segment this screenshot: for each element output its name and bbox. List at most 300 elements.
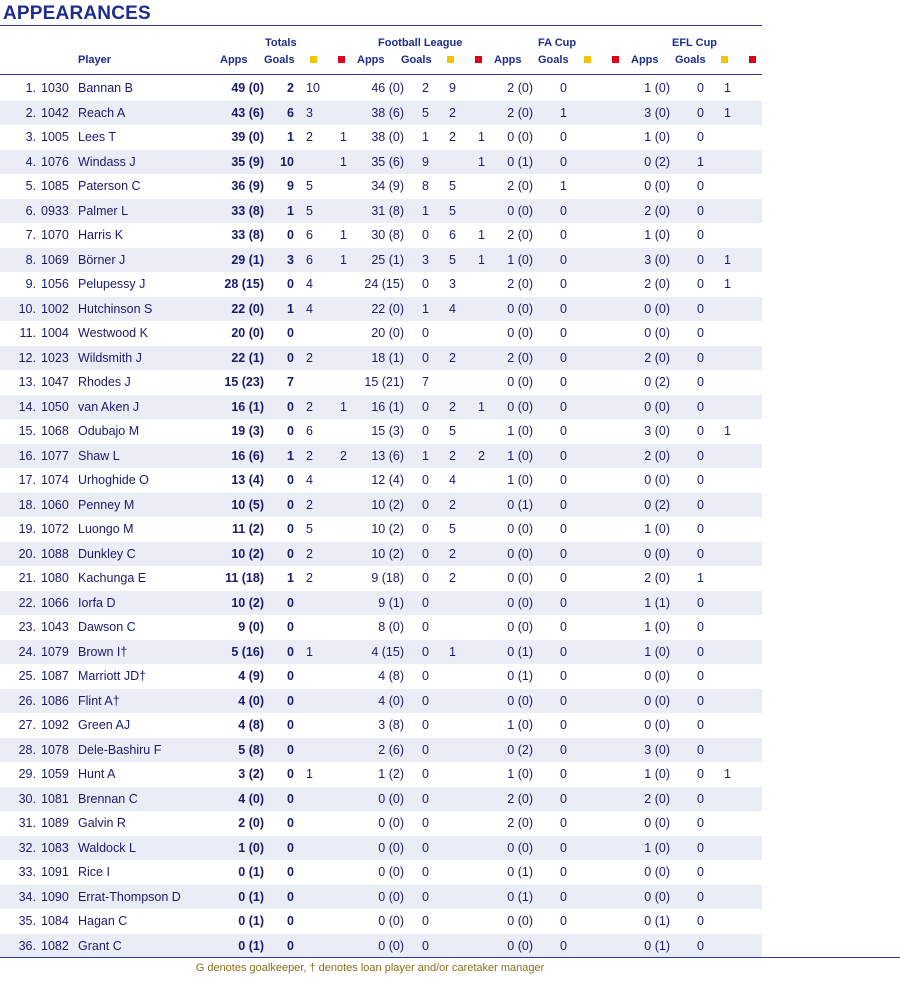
league-goals: 0 [422, 424, 429, 438]
total-goals: 6 [287, 105, 294, 120]
squad-number: 1056 [41, 277, 69, 291]
rank: 28. [18, 742, 36, 757]
player-name: Palmer L [78, 203, 129, 218]
league-apps: 30 (8) [371, 228, 404, 242]
league-apps: 10 (2) [371, 522, 404, 536]
appearances-table [0, 76, 762, 958]
league-apps: 15 (3) [371, 424, 404, 438]
league-goals: 0 [422, 742, 429, 757]
facup-apps: 0 (0) [507, 203, 533, 218]
squad-number: 1004 [41, 326, 69, 340]
total-yellow: 1 [306, 767, 313, 781]
table-row [0, 517, 762, 542]
eflcup-goals: 0 [697, 375, 704, 389]
total-apps: 10 (2) [231, 546, 264, 561]
header-eflcup-apps: Apps [631, 54, 659, 66]
facup-goals: 0 [560, 81, 567, 95]
facup-goals: 0 [560, 669, 567, 683]
total-goals: 0 [287, 277, 294, 291]
table-row [0, 150, 762, 175]
total-goals: 0 [287, 742, 294, 757]
eflcup-goals: 0 [697, 301, 704, 316]
player-name: Hagan C [78, 914, 128, 928]
eflcup-goals: 0 [697, 669, 704, 683]
league-yellow: 2 [449, 105, 456, 120]
league-apps: 0 (0) [378, 791, 404, 806]
eflcup-apps: 1 (0) [644, 130, 670, 144]
total-goals: 0 [287, 473, 294, 487]
facup-goals: 0 [560, 742, 567, 757]
table-row [0, 542, 762, 567]
eflcup-goals: 0 [697, 718, 704, 732]
league-goals: 0 [422, 497, 429, 512]
total-yellow: 10 [306, 81, 320, 95]
eflcup-yellow: 1 [724, 424, 731, 438]
player-name: Hunt A [78, 767, 116, 781]
total-apps: 33 (8) [231, 228, 264, 242]
facup-apps: 2 (0) [507, 105, 533, 120]
league-apps: 3 (8) [378, 718, 404, 732]
league-red: 1 [478, 154, 485, 169]
header-league-goals: Goals [401, 54, 432, 66]
total-goals: 0 [287, 497, 294, 512]
total-goals: 0 [287, 693, 294, 708]
league-apps: 0 (0) [378, 865, 404, 879]
total-goals: 0 [287, 326, 294, 340]
rank: 6. [25, 203, 36, 218]
table-row [0, 787, 762, 812]
squad-number: 1030 [41, 81, 69, 95]
total-apps: 22 (1) [231, 350, 264, 365]
facup-goals: 1 [560, 179, 567, 193]
facup-apps: 0 (0) [507, 375, 533, 389]
league-goals: 0 [422, 914, 429, 928]
league-goals: 0 [422, 571, 429, 585]
squad-number: 1072 [41, 522, 69, 536]
league-goals: 0 [422, 767, 429, 781]
header-fa-cup: FA Cup [538, 37, 577, 49]
league-goals: 0 [422, 938, 429, 953]
rank: 15. [18, 424, 36, 438]
total-apps: 4 (0) [238, 693, 264, 708]
eflcup-apps: 0 (2) [644, 154, 670, 169]
title-divider [0, 25, 762, 26]
header-efl-cup: EFL Cup [672, 37, 718, 49]
eflcup-goals: 0 [697, 865, 704, 879]
league-yellow: 2 [449, 497, 456, 512]
league-apps: 34 (9) [371, 179, 404, 193]
facup-goals: 0 [560, 399, 567, 414]
squad-number: 1077 [41, 448, 69, 463]
total-red: 1 [340, 130, 347, 144]
facup-apps: 2 (0) [507, 277, 533, 291]
league-yellow: 5 [449, 252, 456, 267]
player-name: Windass J [78, 154, 136, 169]
rank: 1. [25, 81, 36, 95]
league-apps: 38 (6) [371, 105, 404, 120]
total-goals: 0 [287, 399, 294, 414]
league-yellow: 2 [449, 571, 456, 585]
header-player: Player [78, 54, 112, 66]
total-yellow: 4 [306, 277, 313, 291]
total-apps: 9 (0) [238, 620, 264, 634]
total-yellow: 5 [306, 203, 313, 218]
eflcup-goals: 0 [697, 399, 704, 414]
player-name: Pelupessy J [78, 277, 146, 291]
eflcup-goals: 0 [697, 791, 704, 806]
league-goals: 0 [422, 816, 429, 830]
facup-apps: 0 (1) [507, 669, 533, 683]
total-goals: 1 [287, 130, 294, 144]
squad-number: 1074 [41, 473, 69, 487]
league-goals: 0 [422, 718, 429, 732]
league-goals: 0 [422, 228, 429, 242]
facup-goals: 0 [560, 228, 567, 242]
total-yellow: 5 [306, 179, 313, 193]
league-yellow: 9 [449, 81, 456, 95]
league-yellow: 5 [449, 203, 456, 218]
facup-apps: 0 (0) [507, 571, 533, 585]
yellow-card-icon [310, 56, 317, 63]
total-yellow: 1 [306, 644, 313, 659]
squad-number: 1089 [41, 816, 69, 830]
total-yellow: 2 [306, 497, 313, 512]
player-name: Odubajo M [78, 424, 140, 438]
table-row [0, 689, 762, 714]
header-facup-goals: Goals [538, 54, 569, 66]
facup-apps: 0 (0) [507, 595, 533, 610]
eflcup-goals: 0 [697, 938, 704, 953]
header-divider [0, 74, 762, 75]
facup-goals: 1 [560, 105, 567, 120]
table-row [0, 223, 762, 248]
total-apps: 35 (9) [231, 154, 264, 169]
facup-goals: 0 [560, 571, 567, 585]
facup-apps: 0 (0) [507, 326, 533, 340]
facup-apps: 0 (0) [507, 130, 533, 144]
footer-divider [0, 957, 900, 958]
league-goals: 0 [422, 595, 429, 610]
total-yellow: 6 [306, 228, 313, 242]
facup-apps: 1 (0) [507, 424, 533, 438]
league-apps: 0 (0) [378, 816, 404, 830]
facup-apps: 0 (0) [507, 914, 533, 928]
squad-number: 1076 [41, 154, 69, 169]
league-goals: 2 [422, 81, 429, 95]
total-apps: 16 (6) [231, 448, 264, 463]
total-goals: 2 [287, 81, 294, 95]
league-goals: 3 [422, 252, 429, 267]
league-goals: 0 [422, 840, 429, 855]
facup-goals: 0 [560, 522, 567, 536]
eflcup-apps: 0 (0) [644, 889, 670, 904]
total-goals: 0 [287, 424, 294, 438]
player-name: Rhodes J [78, 375, 131, 389]
table-row [0, 370, 762, 395]
squad-number: 1088 [41, 546, 69, 561]
total-yellow: 4 [306, 301, 313, 316]
eflcup-apps: 0 (0) [644, 301, 670, 316]
league-goals: 1 [422, 203, 429, 218]
squad-number: 1086 [41, 693, 69, 708]
red-card-icon [612, 56, 619, 63]
facup-goals: 0 [560, 424, 567, 438]
league-goals: 1 [422, 301, 429, 316]
player-name: Westwood K [78, 326, 148, 340]
facup-goals: 0 [560, 277, 567, 291]
league-yellow: 5 [449, 179, 456, 193]
facup-apps: 2 (0) [507, 81, 533, 95]
facup-apps: 0 (1) [507, 644, 533, 659]
total-apps: 19 (3) [231, 424, 264, 438]
total-red: 2 [340, 448, 347, 463]
eflcup-apps: 1 (1) [644, 595, 670, 610]
eflcup-apps: 0 (0) [644, 816, 670, 830]
player-name: van Aken J [78, 399, 140, 414]
rank: 20. [18, 546, 36, 561]
squad-number: 1060 [41, 497, 69, 512]
league-goals: 7 [422, 375, 429, 389]
player-name: Rice I [78, 865, 110, 879]
eflcup-goals: 0 [697, 742, 704, 757]
total-apps: 5 (8) [238, 742, 264, 757]
facup-goals: 0 [560, 252, 567, 267]
league-goals: 8 [422, 179, 429, 193]
total-apps: 39 (0) [231, 130, 264, 144]
table-row [0, 664, 762, 689]
facup-apps: 0 (1) [507, 865, 533, 879]
table-row [0, 615, 762, 640]
total-apps: 0 (1) [238, 865, 264, 879]
header-totals-apps: Apps [220, 54, 248, 66]
eflcup-goals: 0 [697, 130, 704, 144]
total-goals: 0 [287, 644, 294, 659]
red-card-icon [475, 56, 482, 63]
eflcup-goals: 0 [697, 203, 704, 218]
rank: 12. [18, 350, 36, 365]
rank: 24. [18, 644, 36, 659]
league-yellow: 1 [449, 644, 456, 659]
total-goals: 0 [287, 767, 294, 781]
facup-apps: 2 (0) [507, 228, 533, 242]
eflcup-goals: 0 [697, 448, 704, 463]
facup-apps: 0 (0) [507, 522, 533, 536]
facup-goals: 0 [560, 840, 567, 855]
eflcup-apps: 0 (1) [644, 938, 670, 953]
player-name: Lees T [78, 130, 116, 144]
total-apps: 1 (0) [238, 840, 264, 855]
facup-apps: 1 (0) [507, 448, 533, 463]
eflcup-apps: 0 (0) [644, 669, 670, 683]
table-row [0, 248, 762, 273]
rank: 36. [18, 938, 36, 953]
header-facup-apps: Apps [494, 54, 522, 66]
eflcup-apps: 2 (0) [644, 791, 670, 806]
league-goals: 0 [422, 522, 429, 536]
squad-number: 1083 [41, 840, 69, 855]
eflcup-apps: 1 (0) [644, 620, 670, 634]
total-apps: 3 (2) [238, 767, 264, 781]
eflcup-goals: 0 [697, 350, 704, 365]
facup-apps: 1 (0) [507, 767, 533, 781]
league-goals: 0 [422, 889, 429, 904]
league-goals: 0 [422, 693, 429, 708]
squad-number: 1078 [41, 742, 69, 757]
eflcup-apps: 3 (0) [644, 105, 670, 120]
player-name: Grant C [78, 938, 122, 953]
squad-number: 0933 [41, 203, 69, 218]
facup-apps: 0 (0) [507, 693, 533, 708]
table-row [0, 836, 762, 861]
league-goals: 0 [422, 350, 429, 365]
rank: 25. [18, 669, 36, 683]
header-football-league: Football League [378, 37, 463, 49]
league-goals: 5 [422, 105, 429, 120]
rank: 4. [25, 154, 36, 169]
total-apps: 29 (1) [231, 252, 264, 267]
total-goals: 1 [287, 203, 294, 218]
total-goals: 0 [287, 718, 294, 732]
table-row [0, 738, 762, 763]
rank: 30. [18, 791, 36, 806]
league-goals: 0 [422, 546, 429, 561]
facup-goals: 0 [560, 546, 567, 561]
league-apps: 46 (0) [371, 81, 404, 95]
table-row [0, 591, 762, 616]
squad-number: 1091 [41, 865, 69, 879]
eflcup-goals: 0 [697, 644, 704, 659]
total-goals: 10 [280, 154, 294, 169]
total-apps: 22 (0) [231, 301, 264, 316]
player-name: Wildsmith J [78, 350, 142, 365]
facup-goals: 0 [560, 620, 567, 634]
facup-apps: 2 (0) [507, 816, 533, 830]
squad-number: 1084 [41, 914, 69, 928]
facup-apps: 2 (0) [507, 179, 533, 193]
total-red: 1 [340, 228, 347, 242]
total-apps: 4 (9) [238, 669, 264, 683]
league-yellow: 2 [449, 448, 456, 463]
eflcup-apps: 0 (0) [644, 693, 670, 708]
player-name: Shaw L [78, 448, 120, 463]
red-card-icon [338, 56, 345, 63]
squad-number: 1092 [41, 718, 69, 732]
total-yellow: 3 [306, 105, 313, 120]
league-apps: 22 (0) [371, 301, 404, 316]
eflcup-goals: 0 [697, 228, 704, 242]
squad-number: 1069 [41, 252, 69, 267]
rank: 17. [18, 473, 36, 487]
footnote: G denotes goalkeeper, † denotes loan player and/or caretaker manager [195, 962, 545, 974]
facup-apps: 0 (0) [507, 840, 533, 855]
total-apps: 49 (0) [231, 81, 264, 95]
eflcup-apps: 0 (0) [644, 718, 670, 732]
total-goals: 0 [287, 840, 294, 855]
facup-goals: 0 [560, 130, 567, 144]
rank: 35. [18, 914, 36, 928]
total-goals: 0 [287, 595, 294, 610]
eflcup-apps: 2 (0) [644, 203, 670, 218]
eflcup-yellow: 1 [724, 767, 731, 781]
facup-goals: 0 [560, 816, 567, 830]
squad-number: 1042 [41, 105, 69, 120]
eflcup-goals: 0 [697, 473, 704, 487]
rank: 11. [19, 326, 36, 340]
table-row [0, 885, 762, 910]
league-yellow: 5 [449, 424, 456, 438]
facup-goals: 0 [560, 301, 567, 316]
facup-goals: 0 [560, 767, 567, 781]
table-row [0, 346, 762, 371]
total-apps: 0 (1) [238, 914, 264, 928]
eflcup-apps: 0 (1) [644, 914, 670, 928]
eflcup-apps: 2 (0) [644, 277, 670, 291]
player-name: Dunkley C [78, 546, 136, 561]
total-goals: 0 [287, 620, 294, 634]
squad-number: 1079 [41, 644, 69, 659]
eflcup-yellow: 1 [724, 81, 731, 95]
table-row [0, 419, 762, 444]
squad-number: 1059 [41, 767, 69, 781]
squad-number: 1070 [41, 228, 69, 242]
total-goals: 0 [287, 865, 294, 879]
league-yellow: 2 [449, 399, 456, 414]
rank: 21. [18, 571, 36, 585]
rank: 16. [18, 448, 36, 463]
league-apps: 18 (1) [371, 350, 404, 365]
squad-number: 1066 [41, 595, 69, 610]
eflcup-apps: 2 (0) [644, 448, 670, 463]
eflcup-apps: 3 (0) [644, 252, 670, 267]
eflcup-goals: 0 [697, 424, 704, 438]
table-row [0, 860, 762, 885]
total-apps: 13 (4) [231, 473, 264, 487]
eflcup-apps: 3 (0) [644, 424, 670, 438]
facup-goals: 0 [560, 791, 567, 806]
table-row [0, 934, 762, 959]
player-name: Börner J [78, 252, 126, 267]
eflcup-apps: 0 (2) [644, 375, 670, 389]
total-apps: 4 (0) [238, 791, 264, 806]
player-name: Marriott JD† [78, 669, 147, 683]
facup-apps: 1 (0) [507, 718, 533, 732]
total-apps: 10 (2) [231, 595, 264, 610]
league-red: 1 [478, 130, 485, 144]
league-apps: 1 (2) [378, 767, 404, 781]
league-goals: 0 [422, 277, 429, 291]
total-yellow: 4 [306, 473, 313, 487]
table-row [0, 468, 762, 493]
facup-goals: 0 [560, 473, 567, 487]
league-apps: 15 (21) [364, 375, 404, 389]
player-name: Flint A† [78, 693, 120, 708]
total-yellow: 6 [306, 424, 313, 438]
eflcup-apps: 3 (0) [644, 742, 670, 757]
rank: 34. [18, 889, 36, 904]
league-yellow: 3 [449, 277, 456, 291]
total-goals: 0 [287, 938, 294, 953]
total-apps: 5 (16) [231, 644, 264, 659]
facup-goals: 0 [560, 448, 567, 463]
eflcup-apps: 1 (0) [644, 644, 670, 659]
facup-apps: 0 (1) [507, 889, 533, 904]
player-name: Luongo M [78, 522, 134, 536]
league-apps: 0 (0) [378, 914, 404, 928]
total-goals: 1 [287, 448, 294, 463]
eflcup-goals: 0 [697, 595, 704, 610]
table-row [0, 174, 762, 199]
header-league-apps: Apps [357, 54, 385, 66]
